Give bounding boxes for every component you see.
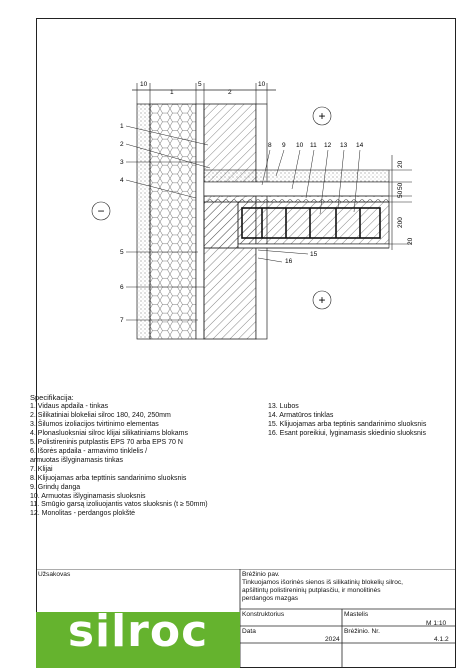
spec-item: 11. Smūgio garsą izoliuojantis vatos sluoksnis (t ≥ 50mm) <box>30 501 208 509</box>
marker-12: 12 <box>324 142 332 149</box>
dim-5: 5 <box>198 81 202 88</box>
marker-7: 7 <box>120 317 124 324</box>
marker-2: 2 <box>120 141 124 148</box>
spec-item: 5. Polistireninis putplastis EPS 70 arba EPS 70 N <box>30 438 183 446</box>
dim-200: 200 <box>397 217 404 228</box>
marker-11: 11 <box>310 142 317 149</box>
dim-50-b: 50 <box>397 190 404 198</box>
minus-sign: − <box>97 204 105 218</box>
marker-15: 15 <box>310 251 318 258</box>
spec-item: 1. Vidaus apdaila - tinkas <box>30 403 109 410</box>
plus-sign-top: + <box>318 109 326 123</box>
drawing-name-line: perdangos mazgas <box>242 595 299 602</box>
spec-item: 9. Grindų danga <box>30 483 81 491</box>
dim-10-left: 10 <box>140 81 148 88</box>
marker-9: 9 <box>282 142 286 149</box>
spec-item: 12. Monolitas - perdangos plokštė <box>30 510 136 518</box>
spec-item: 14. Armatūros tinklas <box>268 411 334 419</box>
dim-10-right: 10 <box>258 81 266 88</box>
top-dimension <box>132 81 276 104</box>
spec-item: 6. Išorės apdaila - armavimo tinklelis / <box>30 447 148 455</box>
number-value: 4.1.2 <box>434 636 449 643</box>
spec-item: 13. Lubos <box>268 403 299 410</box>
marker-5: 5 <box>120 249 124 256</box>
drawing-name-line: apšiltintų polistireninių putplasčiu, ir monolitinės <box>242 587 381 594</box>
spec-item: 4. Plonasluoksniai silroc klijai silikatiniams blokams <box>30 429 188 437</box>
spec-title: Specifikacija: <box>30 393 74 402</box>
right-dimension <box>389 155 414 250</box>
spec-list-right <box>268 403 458 439</box>
marker-14: 14 <box>356 142 364 149</box>
marker-13: 13 <box>340 142 348 149</box>
drawing-name-line: Tinkuojamos išorinės sienos iš silikatinių blokelių silroc, <box>242 579 403 586</box>
spec-list-left <box>30 403 260 519</box>
silroc-logo: silroc <box>67 606 209 657</box>
marker-10: 10 <box>296 142 304 149</box>
marker-1: 1 <box>120 123 124 130</box>
dim-50-a: 50 <box>397 182 404 190</box>
spec-item: armuotas išlyginamasis tinkas <box>30 456 123 464</box>
spec-item: 15. Klijuojamas arba teptinis sandarinimo sluoksnis <box>268 420 427 428</box>
marker-4: 4 <box>120 177 124 184</box>
client-label: Užsakovas <box>38 571 71 578</box>
scale-value: M 1:10 <box>426 620 447 627</box>
floor-slab <box>204 170 389 248</box>
scale-label: Mastelis <box>344 611 369 618</box>
spec-item: 8. Klijuojamas arba tepttinis sandarinimo sluoksnis <box>30 474 187 482</box>
marker-8: 8 <box>268 142 272 149</box>
spec-item: 2. Silikatiniai blokeliai silroc 180, 240, 250mm <box>30 411 171 419</box>
spec-item: 3. Šilumos izoliacijos tvirtinimo elementas <box>30 420 159 428</box>
spec-item: 16. Esant poreikiui, lyginamasis skiedinio sluoksnis <box>268 429 426 437</box>
dim-20-bottom: 20 <box>407 237 414 245</box>
marker-6: 6 <box>120 284 124 291</box>
dim-20-top: 20 <box>397 160 404 168</box>
marker-3: 3 <box>120 159 124 166</box>
spec-item: 10. Armuotas išlyginamasis sluoksnis <box>30 492 146 500</box>
marker-16: 16 <box>285 258 293 265</box>
number-label: Brėžinio. Nr. <box>344 628 380 635</box>
spec-item: 7. Klijai <box>30 465 53 473</box>
plus-sign-bottom: + <box>318 293 326 307</box>
dim-1: 1 <box>170 89 174 96</box>
date-value: 2024 <box>325 636 340 643</box>
dim-2: 2 <box>228 89 232 96</box>
date-label: Data <box>242 628 256 635</box>
designer-label: Konstruktorius <box>242 611 285 618</box>
drawing-name-label: Brėžinio pav. <box>242 571 280 578</box>
